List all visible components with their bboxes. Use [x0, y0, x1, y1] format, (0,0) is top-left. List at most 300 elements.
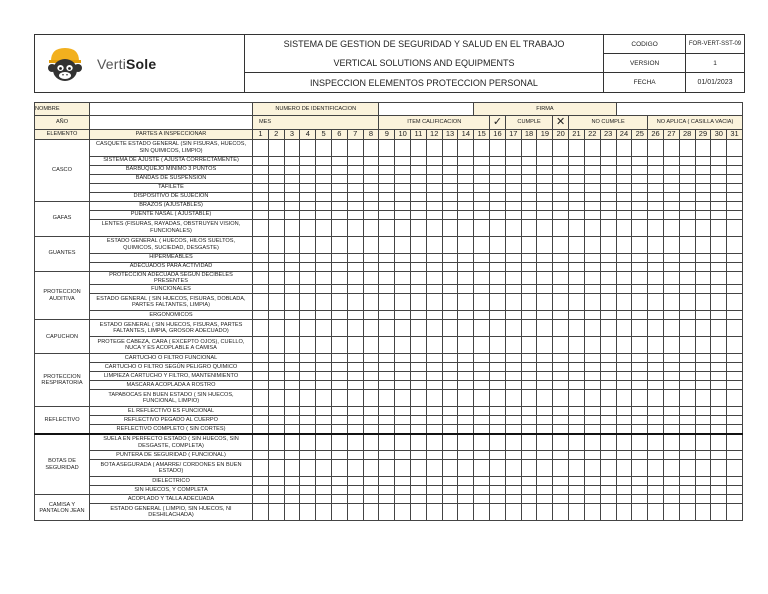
- day-check-cell[interactable]: [442, 372, 458, 381]
- day-check-cell[interactable]: [521, 407, 537, 416]
- day-check-cell[interactable]: [253, 390, 269, 407]
- day-check-cell[interactable]: [458, 285, 474, 294]
- day-check-cell[interactable]: [505, 407, 521, 416]
- day-check-cell[interactable]: [379, 381, 395, 390]
- day-check-cell[interactable]: [347, 219, 363, 236]
- day-check-cell[interactable]: [711, 285, 727, 294]
- day-check-cell[interactable]: [411, 285, 427, 294]
- day-check-cell[interactable]: [632, 320, 648, 337]
- day-check-cell[interactable]: [569, 271, 585, 285]
- day-check-cell[interactable]: [395, 434, 411, 451]
- day-check-cell[interactable]: [727, 434, 743, 451]
- day-check-cell[interactable]: [711, 253, 727, 262]
- day-check-cell[interactable]: [505, 451, 521, 460]
- day-check-cell[interactable]: [426, 372, 442, 381]
- day-check-cell[interactable]: [411, 156, 427, 165]
- day-check-cell[interactable]: [537, 477, 553, 486]
- day-check-cell[interactable]: [616, 165, 632, 174]
- day-check-cell[interactable]: [537, 210, 553, 219]
- day-check-cell[interactable]: [474, 460, 490, 477]
- day-check-cell[interactable]: [727, 165, 743, 174]
- day-check-cell[interactable]: [569, 174, 585, 183]
- day-check-cell[interactable]: [727, 390, 743, 407]
- day-check-cell[interactable]: [426, 495, 442, 504]
- day-check-cell[interactable]: [379, 337, 395, 354]
- day-check-cell[interactable]: [347, 183, 363, 192]
- day-check-cell[interactable]: [505, 477, 521, 486]
- day-check-cell[interactable]: [711, 451, 727, 460]
- day-check-cell[interactable]: [616, 372, 632, 381]
- day-check-cell[interactable]: [505, 271, 521, 285]
- day-check-cell[interactable]: [331, 253, 347, 262]
- day-check-cell[interactable]: [537, 139, 553, 156]
- day-check-cell[interactable]: [584, 372, 600, 381]
- day-check-cell[interactable]: [284, 320, 300, 337]
- day-check-cell[interactable]: [300, 210, 316, 219]
- day-check-cell[interactable]: [300, 156, 316, 165]
- day-check-cell[interactable]: [363, 262, 379, 271]
- day-check-cell[interactable]: [284, 294, 300, 311]
- day-check-cell[interactable]: [363, 320, 379, 337]
- day-check-cell[interactable]: [695, 320, 711, 337]
- day-check-cell[interactable]: [458, 381, 474, 390]
- day-check-cell[interactable]: [663, 210, 679, 219]
- day-check-cell[interactable]: [569, 183, 585, 192]
- day-check-cell[interactable]: [300, 390, 316, 407]
- day-check-cell[interactable]: [553, 390, 569, 407]
- day-check-cell[interactable]: [379, 477, 395, 486]
- day-check-cell[interactable]: [331, 262, 347, 271]
- day-check-cell[interactable]: [490, 460, 506, 477]
- day-check-cell[interactable]: [584, 201, 600, 210]
- day-check-cell[interactable]: [632, 262, 648, 271]
- day-check-cell[interactable]: [727, 372, 743, 381]
- day-check-cell[interactable]: [490, 165, 506, 174]
- day-check-cell[interactable]: [253, 477, 269, 486]
- day-check-cell[interactable]: [553, 183, 569, 192]
- day-check-cell[interactable]: [268, 139, 284, 156]
- day-check-cell[interactable]: [600, 294, 616, 311]
- day-check-cell[interactable]: [490, 253, 506, 262]
- day-check-cell[interactable]: [679, 183, 695, 192]
- day-check-cell[interactable]: [663, 183, 679, 192]
- day-check-cell[interactable]: [253, 294, 269, 311]
- day-check-cell[interactable]: [284, 407, 300, 416]
- day-check-cell[interactable]: [458, 416, 474, 425]
- day-check-cell[interactable]: [458, 210, 474, 219]
- day-check-cell[interactable]: [600, 407, 616, 416]
- day-check-cell[interactable]: [505, 495, 521, 504]
- day-check-cell[interactable]: [395, 381, 411, 390]
- day-check-cell[interactable]: [490, 390, 506, 407]
- day-check-cell[interactable]: [316, 271, 332, 285]
- day-check-cell[interactable]: [632, 183, 648, 192]
- day-check-cell[interactable]: [363, 174, 379, 183]
- day-check-cell[interactable]: [474, 210, 490, 219]
- day-check-cell[interactable]: [363, 210, 379, 219]
- day-check-cell[interactable]: [679, 192, 695, 201]
- day-check-cell[interactable]: [490, 201, 506, 210]
- day-check-cell[interactable]: [316, 210, 332, 219]
- day-check-cell[interactable]: [316, 363, 332, 372]
- anio-input[interactable]: [90, 116, 253, 130]
- day-check-cell[interactable]: [347, 451, 363, 460]
- day-check-cell[interactable]: [632, 219, 648, 236]
- day-check-cell[interactable]: [426, 236, 442, 253]
- day-check-cell[interactable]: [284, 174, 300, 183]
- day-check-cell[interactable]: [426, 183, 442, 192]
- day-check-cell[interactable]: [474, 320, 490, 337]
- day-check-cell[interactable]: [458, 156, 474, 165]
- day-check-cell[interactable]: [268, 271, 284, 285]
- day-check-cell[interactable]: [379, 407, 395, 416]
- day-check-cell[interactable]: [648, 320, 664, 337]
- day-check-cell[interactable]: [521, 201, 537, 210]
- day-check-cell[interactable]: [648, 425, 664, 434]
- day-check-cell[interactable]: [411, 363, 427, 372]
- day-check-cell[interactable]: [679, 407, 695, 416]
- day-check-cell[interactable]: [695, 285, 711, 294]
- day-check-cell[interactable]: [253, 139, 269, 156]
- day-check-cell[interactable]: [442, 486, 458, 495]
- day-check-cell[interactable]: [426, 253, 442, 262]
- day-check-cell[interactable]: [490, 416, 506, 425]
- day-check-cell[interactable]: [363, 486, 379, 495]
- day-check-cell[interactable]: [600, 451, 616, 460]
- day-check-cell[interactable]: [474, 192, 490, 201]
- day-check-cell[interactable]: [727, 236, 743, 253]
- day-check-cell[interactable]: [584, 262, 600, 271]
- day-check-cell[interactable]: [569, 337, 585, 354]
- day-check-cell[interactable]: [695, 174, 711, 183]
- day-check-cell[interactable]: [411, 192, 427, 201]
- day-check-cell[interactable]: [616, 407, 632, 416]
- day-check-cell[interactable]: [474, 311, 490, 320]
- day-check-cell[interactable]: [679, 294, 695, 311]
- day-check-cell[interactable]: [395, 372, 411, 381]
- day-check-cell[interactable]: [616, 504, 632, 521]
- day-check-cell[interactable]: [300, 183, 316, 192]
- day-check-cell[interactable]: [363, 434, 379, 451]
- day-check-cell[interactable]: [442, 425, 458, 434]
- day-check-cell[interactable]: [331, 381, 347, 390]
- day-check-cell[interactable]: [442, 390, 458, 407]
- day-check-cell[interactable]: [331, 174, 347, 183]
- day-check-cell[interactable]: [663, 425, 679, 434]
- day-check-cell[interactable]: [379, 183, 395, 192]
- day-check-cell[interactable]: [426, 320, 442, 337]
- day-check-cell[interactable]: [632, 285, 648, 294]
- day-check-cell[interactable]: [679, 390, 695, 407]
- day-check-cell[interactable]: [379, 139, 395, 156]
- day-check-cell[interactable]: [474, 183, 490, 192]
- day-check-cell[interactable]: [268, 504, 284, 521]
- day-check-cell[interactable]: [537, 416, 553, 425]
- day-check-cell[interactable]: [284, 271, 300, 285]
- day-check-cell[interactable]: [695, 486, 711, 495]
- day-check-cell[interactable]: [379, 285, 395, 294]
- day-check-cell[interactable]: [379, 390, 395, 407]
- day-check-cell[interactable]: [284, 390, 300, 407]
- day-check-cell[interactable]: [379, 192, 395, 201]
- day-check-cell[interactable]: [616, 174, 632, 183]
- day-check-cell[interactable]: [584, 495, 600, 504]
- day-check-cell[interactable]: [474, 354, 490, 363]
- day-check-cell[interactable]: [300, 460, 316, 477]
- day-check-cell[interactable]: [316, 504, 332, 521]
- day-check-cell[interactable]: [379, 294, 395, 311]
- day-check-cell[interactable]: [553, 451, 569, 460]
- day-check-cell[interactable]: [300, 262, 316, 271]
- day-check-cell[interactable]: [679, 320, 695, 337]
- day-check-cell[interactable]: [569, 460, 585, 477]
- day-check-cell[interactable]: [474, 201, 490, 210]
- day-check-cell[interactable]: [347, 407, 363, 416]
- day-check-cell[interactable]: [363, 183, 379, 192]
- day-check-cell[interactable]: [331, 294, 347, 311]
- day-check-cell[interactable]: [253, 416, 269, 425]
- day-check-cell[interactable]: [426, 165, 442, 174]
- day-check-cell[interactable]: [474, 407, 490, 416]
- day-check-cell[interactable]: [395, 192, 411, 201]
- day-check-cell[interactable]: [695, 201, 711, 210]
- day-check-cell[interactable]: [727, 210, 743, 219]
- day-check-cell[interactable]: [648, 192, 664, 201]
- day-check-cell[interactable]: [553, 236, 569, 253]
- day-check-cell[interactable]: [474, 253, 490, 262]
- day-check-cell[interactable]: [253, 504, 269, 521]
- day-check-cell[interactable]: [268, 495, 284, 504]
- day-check-cell[interactable]: [616, 390, 632, 407]
- day-check-cell[interactable]: [679, 236, 695, 253]
- day-check-cell[interactable]: [316, 416, 332, 425]
- day-check-cell[interactable]: [663, 495, 679, 504]
- day-check-cell[interactable]: [316, 183, 332, 192]
- day-check-cell[interactable]: [284, 425, 300, 434]
- day-check-cell[interactable]: [553, 407, 569, 416]
- day-check-cell[interactable]: [521, 381, 537, 390]
- day-check-cell[interactable]: [632, 460, 648, 477]
- day-check-cell[interactable]: [727, 271, 743, 285]
- day-check-cell[interactable]: [268, 165, 284, 174]
- day-check-cell[interactable]: [648, 363, 664, 372]
- day-check-cell[interactable]: [411, 407, 427, 416]
- day-check-cell[interactable]: [442, 192, 458, 201]
- day-check-cell[interactable]: [490, 381, 506, 390]
- day-check-cell[interactable]: [711, 486, 727, 495]
- day-check-cell[interactable]: [584, 174, 600, 183]
- day-check-cell[interactable]: [537, 504, 553, 521]
- day-check-cell[interactable]: [474, 174, 490, 183]
- day-check-cell[interactable]: [442, 165, 458, 174]
- day-check-cell[interactable]: [695, 381, 711, 390]
- day-check-cell[interactable]: [253, 210, 269, 219]
- day-check-cell[interactable]: [553, 477, 569, 486]
- day-check-cell[interactable]: [711, 139, 727, 156]
- day-check-cell[interactable]: [505, 425, 521, 434]
- day-check-cell[interactable]: [648, 451, 664, 460]
- day-check-cell[interactable]: [569, 219, 585, 236]
- day-check-cell[interactable]: [347, 363, 363, 372]
- day-check-cell[interactable]: [474, 434, 490, 451]
- day-check-cell[interactable]: [347, 156, 363, 165]
- day-check-cell[interactable]: [679, 504, 695, 521]
- day-check-cell[interactable]: [663, 139, 679, 156]
- day-check-cell[interactable]: [679, 201, 695, 210]
- day-check-cell[interactable]: [253, 451, 269, 460]
- day-check-cell[interactable]: [505, 139, 521, 156]
- day-check-cell[interactable]: [474, 337, 490, 354]
- day-check-cell[interactable]: [600, 504, 616, 521]
- day-check-cell[interactable]: [584, 416, 600, 425]
- day-check-cell[interactable]: [490, 477, 506, 486]
- day-check-cell[interactable]: [300, 311, 316, 320]
- day-check-cell[interactable]: [616, 495, 632, 504]
- day-check-cell[interactable]: [284, 495, 300, 504]
- day-check-cell[interactable]: [474, 416, 490, 425]
- day-check-cell[interactable]: [395, 253, 411, 262]
- day-check-cell[interactable]: [600, 460, 616, 477]
- day-check-cell[interactable]: [505, 210, 521, 219]
- day-check-cell[interactable]: [426, 192, 442, 201]
- day-check-cell[interactable]: [727, 174, 743, 183]
- day-check-cell[interactable]: [442, 201, 458, 210]
- day-check-cell[interactable]: [521, 219, 537, 236]
- day-check-cell[interactable]: [395, 390, 411, 407]
- day-check-cell[interactable]: [616, 425, 632, 434]
- day-check-cell[interactable]: [490, 192, 506, 201]
- day-check-cell[interactable]: [505, 390, 521, 407]
- day-check-cell[interactable]: [395, 219, 411, 236]
- day-check-cell[interactable]: [490, 285, 506, 294]
- day-check-cell[interactable]: [490, 219, 506, 236]
- day-check-cell[interactable]: [426, 363, 442, 372]
- day-check-cell[interactable]: [521, 477, 537, 486]
- day-check-cell[interactable]: [300, 236, 316, 253]
- day-check-cell[interactable]: [458, 236, 474, 253]
- day-check-cell[interactable]: [411, 320, 427, 337]
- day-check-cell[interactable]: [347, 495, 363, 504]
- day-check-cell[interactable]: [300, 363, 316, 372]
- day-check-cell[interactable]: [679, 337, 695, 354]
- day-check-cell[interactable]: [537, 425, 553, 434]
- day-check-cell[interactable]: [316, 381, 332, 390]
- day-check-cell[interactable]: [711, 495, 727, 504]
- day-check-cell[interactable]: [331, 407, 347, 416]
- day-check-cell[interactable]: [490, 156, 506, 165]
- day-check-cell[interactable]: [521, 460, 537, 477]
- day-check-cell[interactable]: [632, 201, 648, 210]
- day-check-cell[interactable]: [584, 165, 600, 174]
- day-check-cell[interactable]: [268, 372, 284, 381]
- day-check-cell[interactable]: [569, 262, 585, 271]
- day-check-cell[interactable]: [648, 477, 664, 486]
- day-check-cell[interactable]: [616, 210, 632, 219]
- day-check-cell[interactable]: [490, 337, 506, 354]
- day-check-cell[interactable]: [458, 192, 474, 201]
- day-check-cell[interactable]: [600, 183, 616, 192]
- day-check-cell[interactable]: [379, 486, 395, 495]
- day-check-cell[interactable]: [521, 294, 537, 311]
- day-check-cell[interactable]: [695, 183, 711, 192]
- day-check-cell[interactable]: [411, 253, 427, 262]
- day-check-cell[interactable]: [521, 451, 537, 460]
- day-check-cell[interactable]: [490, 174, 506, 183]
- day-check-cell[interactable]: [253, 486, 269, 495]
- day-check-cell[interactable]: [426, 425, 442, 434]
- day-check-cell[interactable]: [616, 337, 632, 354]
- day-check-cell[interactable]: [727, 477, 743, 486]
- day-check-cell[interactable]: [379, 174, 395, 183]
- day-check-cell[interactable]: [600, 372, 616, 381]
- day-check-cell[interactable]: [363, 381, 379, 390]
- day-check-cell[interactable]: [521, 372, 537, 381]
- day-check-cell[interactable]: [284, 486, 300, 495]
- day-check-cell[interactable]: [505, 486, 521, 495]
- day-check-cell[interactable]: [537, 165, 553, 174]
- day-check-cell[interactable]: [442, 236, 458, 253]
- day-check-cell[interactable]: [695, 337, 711, 354]
- day-check-cell[interactable]: [474, 451, 490, 460]
- numero-id-input[interactable]: [379, 103, 474, 116]
- day-check-cell[interactable]: [253, 156, 269, 165]
- day-check-cell[interactable]: [300, 165, 316, 174]
- day-check-cell[interactable]: [600, 434, 616, 451]
- day-check-cell[interactable]: [300, 139, 316, 156]
- day-check-cell[interactable]: [553, 253, 569, 262]
- day-check-cell[interactable]: [553, 504, 569, 521]
- day-check-cell[interactable]: [600, 236, 616, 253]
- day-check-cell[interactable]: [379, 354, 395, 363]
- day-check-cell[interactable]: [553, 434, 569, 451]
- day-check-cell[interactable]: [300, 372, 316, 381]
- day-check-cell[interactable]: [695, 139, 711, 156]
- day-check-cell[interactable]: [569, 156, 585, 165]
- day-check-cell[interactable]: [379, 451, 395, 460]
- day-check-cell[interactable]: [379, 504, 395, 521]
- day-check-cell[interactable]: [584, 210, 600, 219]
- day-check-cell[interactable]: [395, 285, 411, 294]
- day-check-cell[interactable]: [584, 337, 600, 354]
- day-check-cell[interactable]: [679, 219, 695, 236]
- day-check-cell[interactable]: [490, 183, 506, 192]
- day-check-cell[interactable]: [411, 390, 427, 407]
- day-check-cell[interactable]: [300, 219, 316, 236]
- day-check-cell[interactable]: [411, 210, 427, 219]
- day-check-cell[interactable]: [553, 381, 569, 390]
- day-check-cell[interactable]: [458, 363, 474, 372]
- day-check-cell[interactable]: [284, 416, 300, 425]
- day-check-cell[interactable]: [648, 253, 664, 262]
- day-check-cell[interactable]: [616, 434, 632, 451]
- day-check-cell[interactable]: [632, 486, 648, 495]
- day-check-cell[interactable]: [632, 156, 648, 165]
- day-check-cell[interactable]: [663, 486, 679, 495]
- day-check-cell[interactable]: [648, 460, 664, 477]
- day-check-cell[interactable]: [363, 192, 379, 201]
- day-check-cell[interactable]: [632, 139, 648, 156]
- day-check-cell[interactable]: [663, 354, 679, 363]
- day-check-cell[interactable]: [616, 201, 632, 210]
- day-check-cell[interactable]: [648, 271, 664, 285]
- day-check-cell[interactable]: [474, 363, 490, 372]
- day-check-cell[interactable]: [505, 504, 521, 521]
- day-check-cell[interactable]: [553, 156, 569, 165]
- day-check-cell[interactable]: [711, 504, 727, 521]
- day-check-cell[interactable]: [600, 165, 616, 174]
- day-check-cell[interactable]: [442, 495, 458, 504]
- day-check-cell[interactable]: [600, 253, 616, 262]
